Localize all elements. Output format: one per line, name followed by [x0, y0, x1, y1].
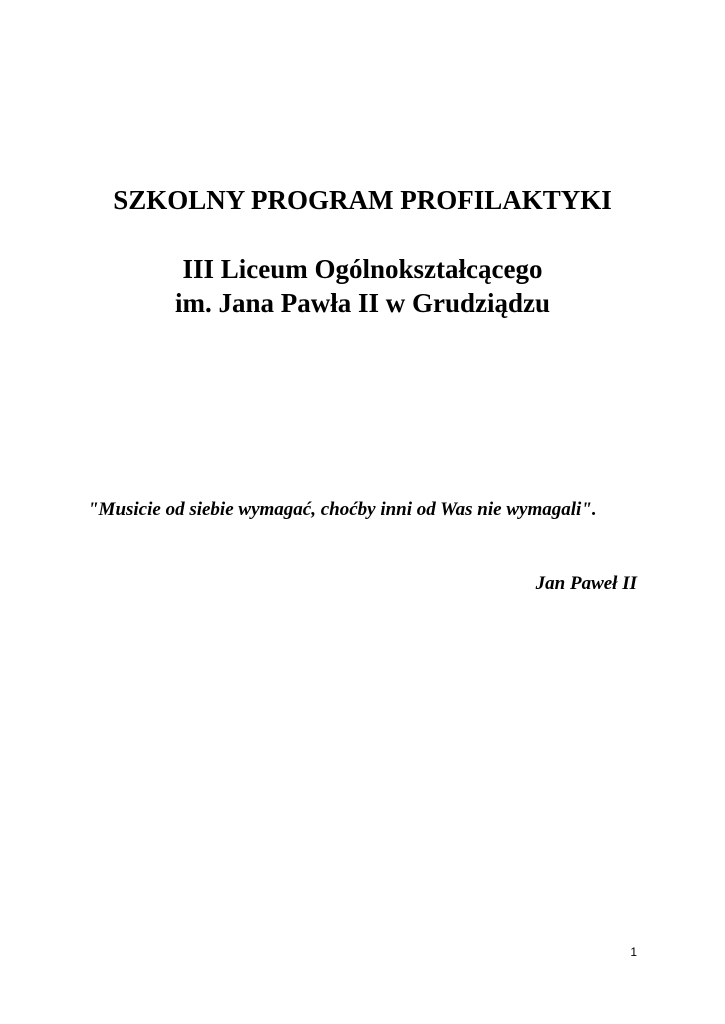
- school-name-line-1: III Liceum Ogólnokształcącego: [182, 254, 543, 284]
- quote-author: Jan Paweł II: [535, 573, 637, 594]
- school-name: [0, 252, 725, 320]
- school-name-line-2: im. Jana Pawła II w Grudziądzu: [174, 288, 551, 318]
- document-title: SZKOLNY PROGRAM PROFILAKTYKI: [113, 185, 612, 215]
- page-number: 1: [630, 945, 637, 959]
- motto-quote: "Musicie od siebie wymagać, choćby inni od Was nie wymagali".: [88, 499, 597, 520]
